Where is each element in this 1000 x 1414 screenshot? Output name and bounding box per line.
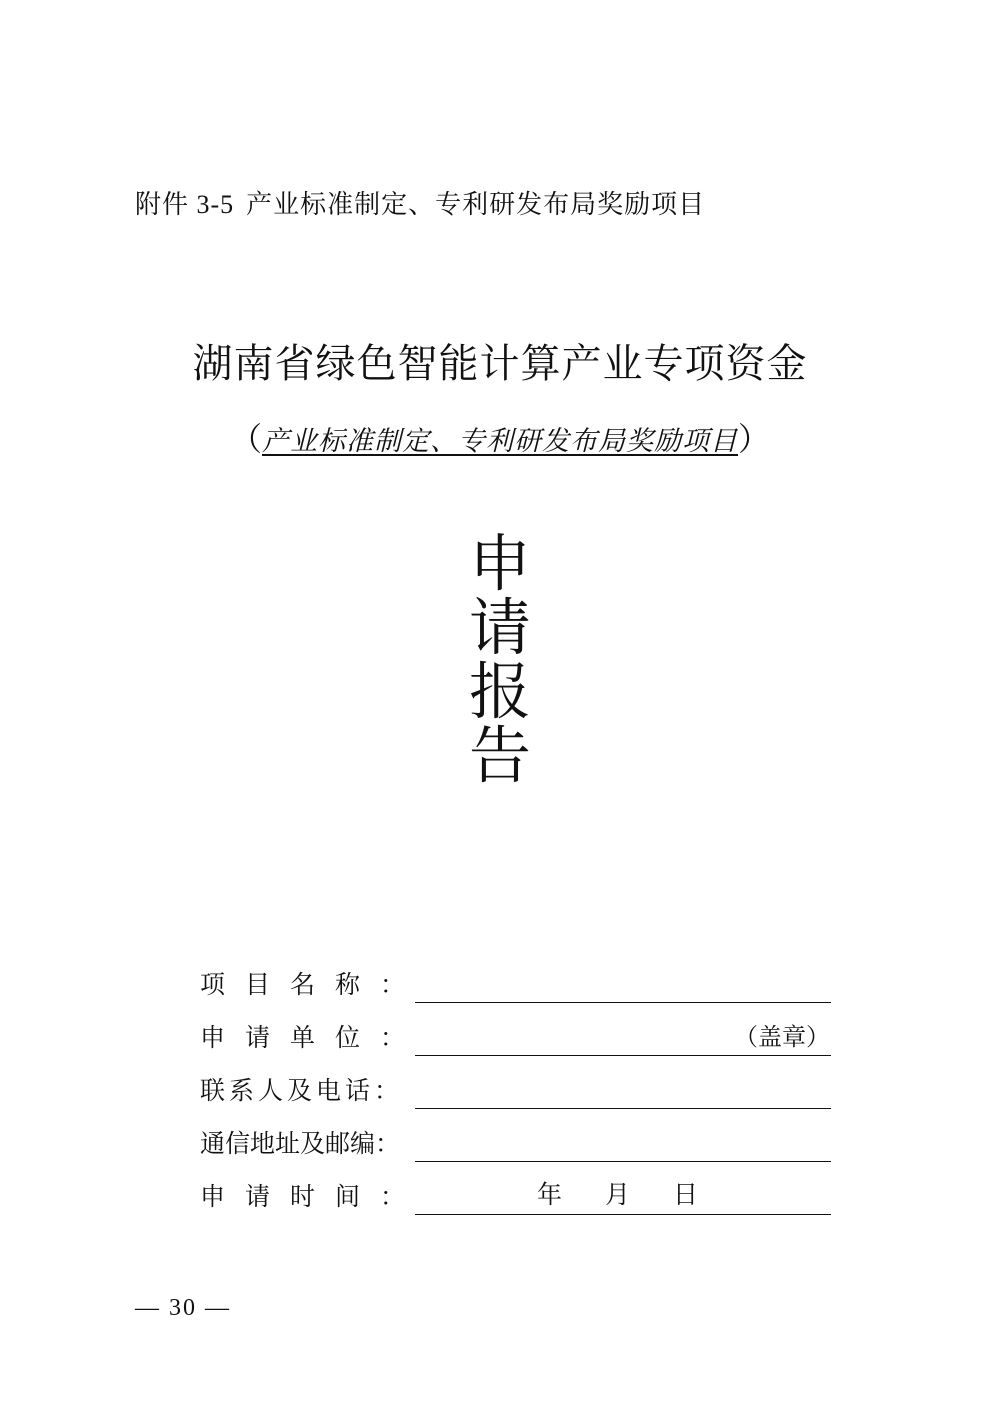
subtitle-close-paren: ）	[738, 420, 771, 458]
project-name-label: 项目名称：	[200, 970, 406, 999]
attachment-number: 附件 3-5	[135, 190, 235, 219]
report-title-char: 申	[468, 527, 531, 600]
seal-note: （盖章）	[734, 1023, 830, 1051]
contact-field[interactable]	[415, 1108, 831, 1109]
month-label: 月	[605, 1180, 631, 1209]
address-field[interactable]	[415, 1161, 831, 1162]
report-title-char: 报	[468, 655, 531, 728]
form-row-address	[200, 1111, 840, 1164]
date-field[interactable]	[415, 1214, 831, 1215]
form-row-contact	[200, 1058, 840, 1111]
address-label: 通信地址及邮编：	[200, 1129, 401, 1158]
day-label: 日	[673, 1180, 699, 1209]
main-title: 湖南省绿色智能计算产业专项资金	[192, 341, 808, 387]
subtitle-text: 产业标准制定、专利研发布局奖励项目	[262, 426, 738, 457]
subtitle-open-paren: （	[229, 420, 262, 458]
year-label: 年	[537, 1180, 563, 1209]
contact-label: 联系人及电话：	[200, 1076, 400, 1105]
date-label: 申请时间：	[200, 1182, 406, 1211]
form-row-date	[200, 1164, 840, 1217]
project-name-field[interactable]	[415, 1002, 831, 1003]
applicant-field[interactable]	[415, 1055, 831, 1056]
subtitle	[0, 414, 1000, 460]
page-number: — 30 —	[135, 1295, 231, 1321]
form-row-project-name	[200, 952, 840, 1005]
report-title-char: 告	[468, 719, 531, 792]
form-row-applicant	[200, 1005, 840, 1058]
attachment-heading	[135, 184, 705, 221]
report-title-char: 请	[468, 591, 531, 664]
application-form	[200, 952, 840, 1217]
attachment-title: 产业标准制定、专利研发布局奖励项目	[246, 190, 706, 220]
applicant-label: 申请单位：	[200, 1023, 406, 1052]
report-title	[0, 527, 1000, 792]
